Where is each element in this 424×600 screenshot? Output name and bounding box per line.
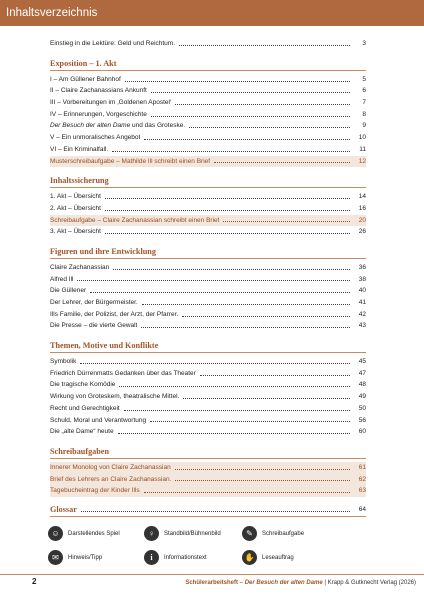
toc-entry-label: Einstieg in die Lektüre: Geld und Reichtum. <box>50 40 176 47</box>
leader-dots <box>223 221 350 222</box>
leader-dots <box>125 81 350 82</box>
leader-dots <box>80 363 350 364</box>
toc-entry-label: V – Ein unmoralisches Angebot <box>50 134 141 142</box>
leader-dots <box>179 45 350 46</box>
page-footer <box>0 574 424 594</box>
leader-dots <box>189 127 350 128</box>
toc-entry-label: Die „alte Dame“ heute <box>50 428 114 436</box>
toc-entry-page: 43 <box>358 322 366 330</box>
header-title: Inhaltsverzeichnis <box>6 7 98 19</box>
toc-entry-page: 40 <box>358 287 366 295</box>
toc-entry-label: Friedrich Dürrenmatts Gedanken über das Theater <box>50 369 196 377</box>
book-title: Der Besuch der alten Dame <box>244 580 323 586</box>
toc-entry-label: Die tragische Komödie <box>50 381 116 389</box>
toc-entry-page: 12 <box>358 157 366 165</box>
toc-entry-label: Symbolik <box>50 358 77 366</box>
toc-entry-page: 50 <box>358 404 366 412</box>
toc-entry-writing-task[interactable] <box>50 215 366 227</box>
toc-entry-writing-task[interactable] <box>50 156 366 168</box>
toc-entry-label: Musterschreibaufgabe – Mathilde Ill schreibt einen Brief <box>50 157 211 165</box>
toc-entry-page: 5 <box>362 75 366 83</box>
toc-entry-page: 16 <box>358 204 366 212</box>
leader-dots <box>183 398 350 399</box>
toc-entry-page: 48 <box>358 381 366 389</box>
leader-dots <box>175 480 350 481</box>
toc-entry-label <box>50 120 185 132</box>
toc-entry-page: 61 <box>358 463 366 471</box>
toc-entry[interactable] <box>50 74 366 86</box>
toc-entry-label: II – Claire Zachanassians Ankunft <box>50 87 147 95</box>
toc-entry[interactable] <box>50 285 366 297</box>
legend-label: Schreibaufgabe <box>262 530 305 537</box>
toc-entry-label: Alfred Ill <box>50 275 74 283</box>
section-divider <box>50 352 366 353</box>
leader-dots <box>175 104 350 105</box>
leader-dots <box>105 233 350 234</box>
toc-entry[interactable] <box>50 426 366 438</box>
toc-entry-writing-task[interactable] <box>50 485 366 497</box>
toc-entry[interactable] <box>50 274 366 286</box>
leader-dots <box>90 292 350 293</box>
toc-entry[interactable] <box>50 38 366 50</box>
theater-masks-icon: ☺ <box>48 526 63 541</box>
leader-dots <box>112 151 350 152</box>
toc-entry[interactable] <box>50 109 366 121</box>
toc-entry[interactable] <box>50 356 366 368</box>
leader-dots <box>141 327 350 328</box>
section-title: Themen, Motive und Konflikte <box>50 341 159 351</box>
leader-dots <box>144 492 350 493</box>
toc-entry-label-italic: Der Besuch der alten Dame <box>50 122 131 130</box>
toc-entry-label: Wirkung von Groteskem, theatralische Mittel. <box>50 393 180 401</box>
toc-entry-page: 8 <box>362 110 366 118</box>
leader-dots <box>214 162 350 163</box>
section-title: Exposition – 1. Akt <box>50 58 117 68</box>
toc-entry-page: 3 <box>362 40 366 47</box>
toc-entry-label: Claire Zachanassian <box>50 263 110 271</box>
table-of-contents <box>50 38 366 520</box>
toc-entry-page: 49 <box>358 393 366 401</box>
legend-item <box>48 550 102 565</box>
toc-entry[interactable] <box>50 203 366 215</box>
toc-entry-page: 47 <box>358 369 366 377</box>
toc-entry-label: Der Lehrer, der Bürgermeister. <box>50 299 138 306</box>
toc-entry-label-rest: und das Groteske. <box>130 122 186 130</box>
toc-entry-page: 11 <box>359 145 366 153</box>
toc-entry-page: 6 <box>362 87 366 95</box>
toc-entry-page: 14 <box>358 193 366 201</box>
toc-entry-page: 9 <box>362 122 366 130</box>
toc-entry-writing-task[interactable] <box>50 462 366 474</box>
section-divider <box>50 516 366 517</box>
leader-dots <box>200 375 350 376</box>
toc-entry[interactable] <box>50 97 366 109</box>
publisher-name: | Krapp & Gutknecht Verlag (2026) <box>322 580 416 586</box>
toc-entry-glossar[interactable] <box>50 504 366 516</box>
toc-entry[interactable] <box>50 85 366 97</box>
toc-entry-page: 26 <box>358 228 366 236</box>
toc-entry[interactable] <box>50 403 366 415</box>
toc-entry-label: Die Güllener <box>50 287 87 295</box>
toc-entry[interactable] <box>50 144 366 156</box>
standbild-figure-icon: ♀ <box>144 526 159 541</box>
legend-label: Informationstext <box>164 554 207 561</box>
toc-entry-page: 20 <box>358 216 366 224</box>
reading-icon: ✋ <box>242 550 257 565</box>
leader-dots <box>105 198 350 199</box>
pencil-icon: ✎ <box>242 526 257 541</box>
toc-entry[interactable] <box>50 297 366 309</box>
toc-entry[interactable] <box>50 309 366 321</box>
toc-entry-page: 36 <box>358 263 366 271</box>
section-divider <box>50 70 366 71</box>
toc-entry-page: 56 <box>358 416 366 424</box>
toc-entry[interactable] <box>50 368 366 380</box>
leader-dots <box>182 316 350 317</box>
toc-entry-page: 63 <box>358 487 366 495</box>
leader-dots <box>151 92 350 93</box>
toc-entry-label: Recht und Gerechtigkeit <box>50 404 120 412</box>
page-number: 2 <box>32 577 37 586</box>
toc-entry-page: 41 <box>358 299 366 306</box>
legend-label: Hinweis/Tipp <box>68 554 103 561</box>
toc-entry[interactable] <box>50 379 366 391</box>
legend-label: Darstellendes Spiel <box>68 530 120 537</box>
section-title: Figuren und ihre Entwicklung <box>50 246 156 256</box>
toc-entry[interactable] <box>50 191 366 203</box>
leader-dots <box>105 210 350 211</box>
series-name: Schülerarbeitsheft <box>185 580 239 586</box>
toc-entry-page: 60 <box>358 428 366 436</box>
leader-dots <box>175 469 350 470</box>
leader-dots <box>150 421 350 422</box>
leader-dots <box>113 269 350 270</box>
toc-entry-label: IV – Erinnerungen, Vorgeschichte <box>50 110 147 118</box>
toc-entry-label: Brief des Lehrers an Claire Zachanassian. <box>50 475 172 483</box>
toc-entry-label: 2. Akt – Übersicht <box>50 204 101 212</box>
toc-entry-page: 62 <box>358 475 366 483</box>
toc-entry-label: 1. Akt – Übersicht <box>50 193 101 201</box>
toc-entry[interactable] <box>50 262 366 274</box>
legend-item <box>242 526 304 541</box>
legend-item <box>48 526 120 541</box>
info-icon: i <box>144 550 159 565</box>
legend-item <box>144 526 221 541</box>
toc-entry[interactable] <box>50 391 366 403</box>
toc-entry-label: Schreibaufgabe – Claire Zachanassian schreibt einen Brief <box>50 216 220 224</box>
toc-entry-label: Die Presse – die vierte Gewalt <box>50 322 138 330</box>
leader-dots <box>124 410 350 411</box>
toc-entry-page: 10 <box>358 134 366 142</box>
toc-entry[interactable] <box>50 415 366 427</box>
toc-entry-label: I – Am Güllener Bahnhof <box>50 75 121 83</box>
leader-dots <box>118 433 350 434</box>
hint-bubble-icon: ✉ <box>48 550 63 565</box>
toc-entry[interactable] <box>50 226 366 238</box>
legend-item <box>242 550 294 565</box>
section-title: Schreibaufgaben <box>50 446 109 456</box>
legend-label: Leseauftrag <box>262 554 294 561</box>
toc-entry-page: 42 <box>358 310 366 318</box>
toc-entry[interactable] <box>50 132 366 144</box>
section-divider <box>50 258 366 259</box>
toc-entry-page: 64 <box>358 505 366 513</box>
toc-entry-label: III – Vorbereitungen im ‚Goldenen Apostel‘ <box>50 99 172 107</box>
leader-dots <box>144 139 350 140</box>
toc-entry-page: 45 <box>358 358 366 366</box>
leader-dots <box>119 386 350 387</box>
toc-entry-page: 38 <box>358 275 366 283</box>
legend-label: Standbild/Bühnenbild <box>164 530 221 537</box>
toc-entry-page: 7 <box>362 99 366 107</box>
toc-entry-label: Schuld, Moral und Verantwortung <box>50 416 147 424</box>
toc-entry[interactable] <box>50 320 366 332</box>
toc-entry-label: Innerer Monolog von Claire Zachanassian <box>50 463 171 471</box>
legend-item <box>144 550 207 565</box>
publisher-line: Schülerarbeitsheft – Der Besuch der alten Dame | Krapp & Gutknecht Verlag (2026) <box>185 580 416 586</box>
leader-dots <box>81 511 350 512</box>
toc-entry-label: 3. Akt – Übersicht <box>50 228 101 236</box>
section-title: Inhaltssicherung <box>50 176 109 186</box>
page-header <box>0 0 424 26</box>
toc-entry[interactable] <box>50 120 366 132</box>
toc-entry-writing-task[interactable] <box>50 474 366 486</box>
section-divider <box>50 458 366 459</box>
leader-dots <box>142 304 350 305</box>
glossar-title: Glossar <box>50 504 77 514</box>
icon-legend <box>46 524 346 570</box>
leader-dots <box>151 116 350 117</box>
toc-entry-label: Ills Familie, der Polizist, der Arzt, der Pfarrer. <box>50 310 179 318</box>
section-divider <box>50 187 366 188</box>
toc-entry-label: VI – Ein Kriminalfall. <box>50 145 109 153</box>
toc-entry-label: Tagebucheintrag der Kinder Ills <box>50 487 140 495</box>
leader-dots <box>77 280 350 281</box>
